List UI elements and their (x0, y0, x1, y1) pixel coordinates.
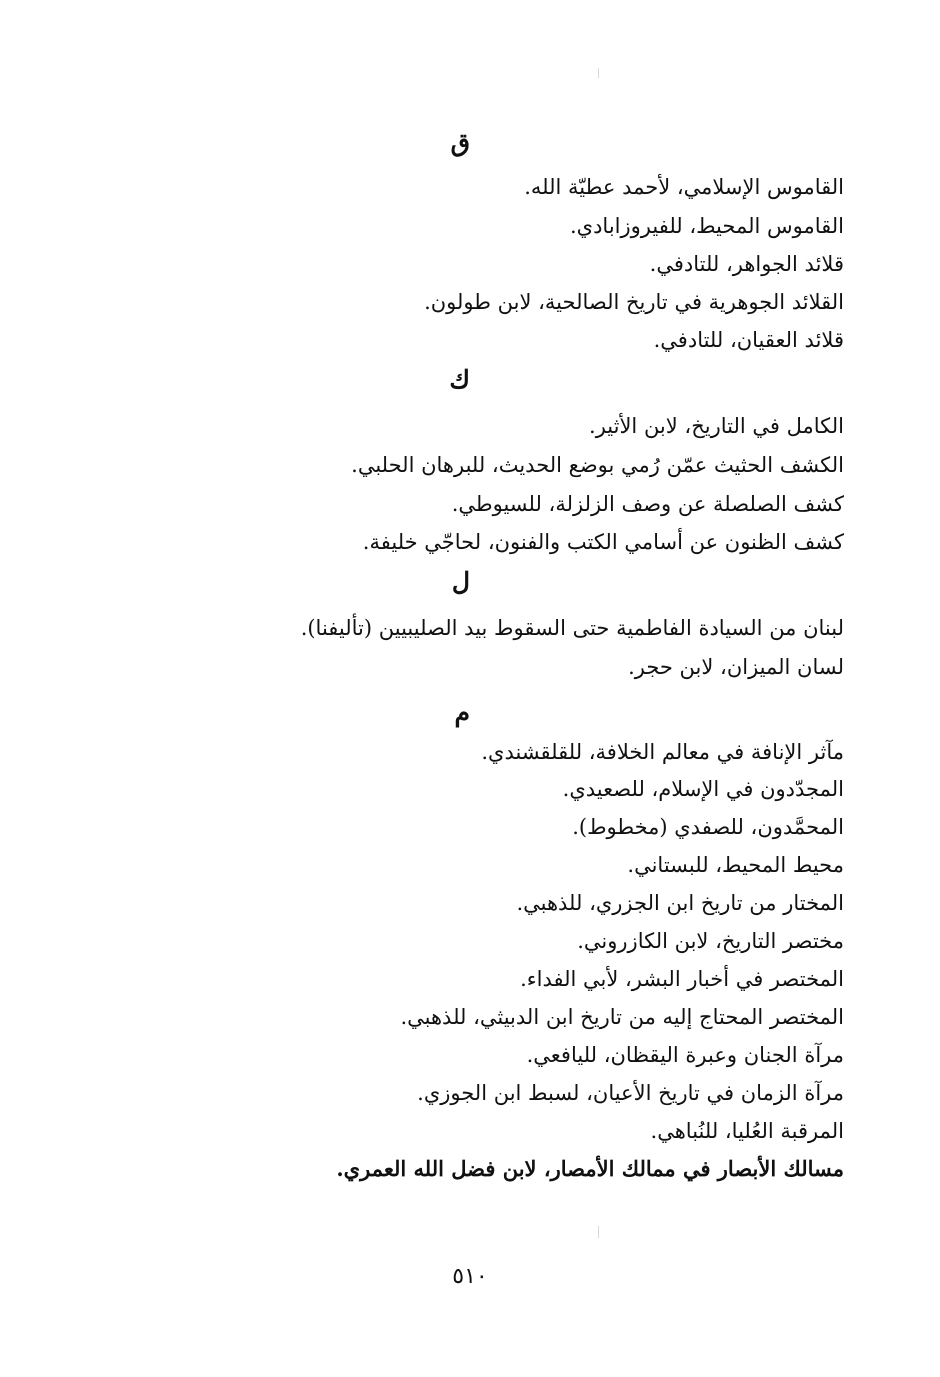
bibliography-entry: قلائد العقيان، للتادفي. (653, 328, 844, 352)
bibliography-entry: كشف الظنون عن أسامي الكتب والفنون، لحاجّي خليفة. (362, 530, 844, 554)
scan-speck (598, 1226, 599, 1238)
bibliography-entry: القاموس الإسلامي، لأحمد عطيّة الله. (524, 175, 844, 199)
bibliography-entry: مختصر التاريخ، لابن الكازروني. (577, 929, 844, 953)
bibliography-entry: الكشف الحثيث عمّن رُمي بوضع الحديث، للبرهان الحلبي. (351, 453, 844, 477)
bibliography-entry: مسالك الأبصار في ممالك الأمصار، لابن فضل الله العمري. (336, 1156, 844, 1181)
section-letter: ل (451, 567, 470, 596)
bibliography-entry: المحمَّدون، للصفدي (مخطوط). (572, 815, 844, 839)
bibliography-entry: الكامل في التاريخ، لابن الأثير. (589, 414, 844, 438)
bibliography-entry: قلائد الجواهر، للتادفي. (649, 252, 844, 276)
bibliography-entry: مآثر الإنافة في معالم الخلافة، للقلقشندي. (481, 740, 844, 764)
bibliography-entry: مرآة الزمان في تاريخ الأعيان، لسبط ابن الجوزي. (417, 1081, 844, 1105)
bibliography-entry: محيط المحيط، للبستاني. (627, 853, 844, 877)
scan-speck (598, 68, 599, 78)
bibliography-entry: المختار من تاريخ ابن الجزري، للذهبي. (516, 891, 844, 915)
bibliography-entry: لسان الميزان، لابن حجر. (628, 655, 844, 679)
bibliography-entry: المجدّدون في الإسلام، للصعيدي. (562, 777, 844, 801)
section-letter: ق (450, 128, 470, 157)
section-letter: م (454, 698, 470, 727)
bibliography-entry: مرآة الجنان وعبرة اليقظان، لليافعي. (526, 1043, 844, 1067)
section-letter: ك (449, 365, 470, 394)
bibliography-entry: القاموس المحيط، للفيروزابادي. (569, 214, 844, 238)
bibliography-entry: المختصر المحتاج إليه من تاريخ ابن الدبيثي، للذهبي. (400, 1005, 844, 1029)
bibliography-entry: المختصر في أخبار البشر، لأبي الفداء. (520, 967, 844, 991)
bibliography-entry: كشف الصلصلة عن وصف الزلزلة، للسيوطي. (451, 492, 844, 516)
bibliography-entry: القلائد الجوهرية في تاريخ الصالحية، لابن طولون. (424, 290, 844, 314)
page-number: ٥١٠ (452, 1264, 488, 1289)
bibliography-entry: لبنان من السيادة الفاطمية حتى السقوط بيد الصليبيين (تأليفنا). (300, 616, 844, 640)
bibliography-entry: المرقبة العُليا، للنُباهي. (650, 1119, 844, 1143)
